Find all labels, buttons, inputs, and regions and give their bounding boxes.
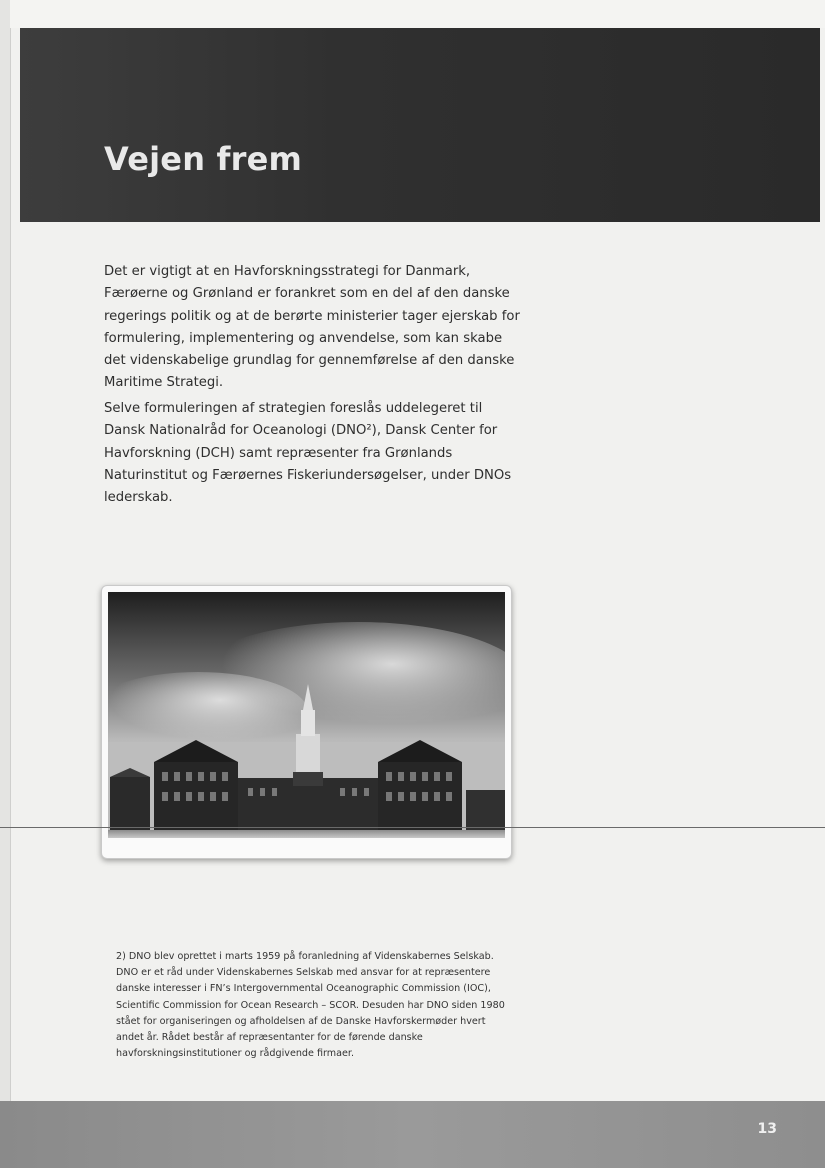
- header-band: [20, 28, 820, 222]
- photo-christiansborg: [101, 585, 512, 859]
- body-paragraph-1: Det er vigtigt at en Havforskningsstrategi for Danmark, Færøerne og Grønland er forankret som en del af den danske regerings politik og at de berørte ministerier tager ejerskab for formulering, implementering og anvendelse, som kan skabe det videnskabelige grundlag for gennemførelse af den danske Maritime Strategi.: [104, 264, 520, 391]
- footnote: 2) DNO blev oprettet i marts 1959 på foranledning af Videnskabernes Selskab. DNO er et råd under Videnskabernes Selskab med ansvar for at repræsentere danske interesser i FN’s Intergovernmental Oceanographic Commission (IOC), Scientific Commission for Ocean Research – SCOR. Desuden har DNO siden 1980 stået for organiseringen og afholdelsen af de Danske Havforskermøder hvert andet år. Rådet består af repræsentanter for de førende danske havforskningsinstitutioner og rådgivende firmaer.: [116, 951, 505, 1060]
- page-title: Vejen frem: [104, 140, 303, 178]
- page-top-margin: [10, 0, 825, 28]
- footer-band: [0, 1101, 825, 1168]
- body-paragraph-2: Selve formuleringen af strategien foreslås uddelegeret til Dansk Nationalråd for Oceanologi (DNO²), Dansk Center for Havforskning (DCH) samt repræsenter fra Grønlands Naturinstitut og Færøernes Fiskeriundersøgelser, under DNOs lederskab.: [104, 401, 512, 506]
- horizontal-rule: [0, 827, 825, 828]
- page-left-edge: [0, 0, 11, 1168]
- page-number: 13: [757, 1121, 777, 1137]
- palace-photo-image: [108, 592, 505, 838]
